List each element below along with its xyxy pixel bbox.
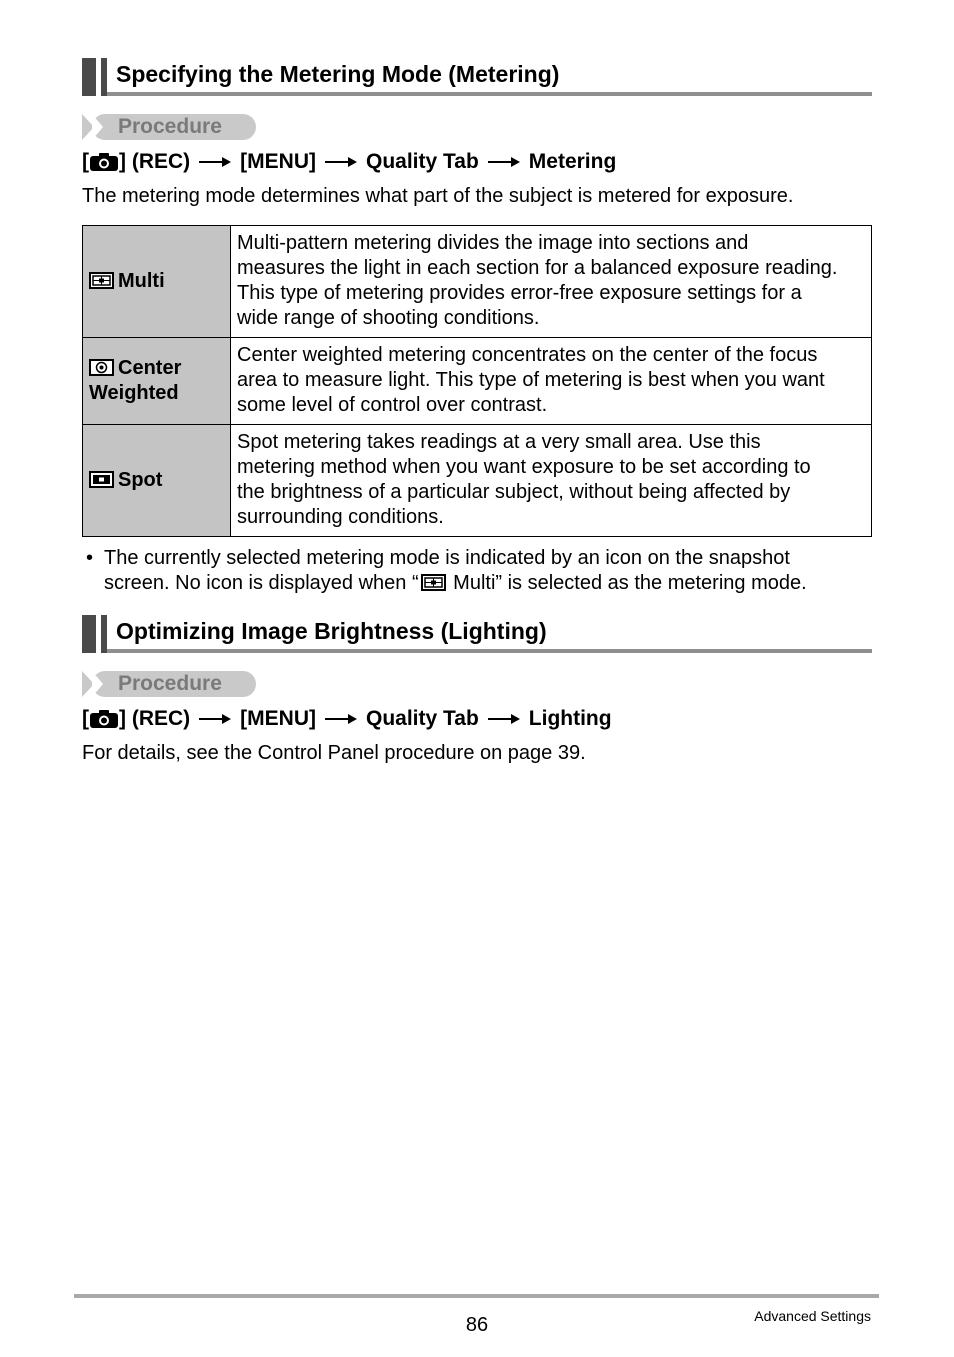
procedure-badge [82,114,256,140]
arrow-right-icon [487,712,521,726]
mode-name: Spot [118,469,163,491]
bracket-open: [ [82,150,89,173]
heading-bar [101,58,107,96]
menu-path-metering [82,149,616,175]
mode-name: Center [118,357,182,379]
menu-label: [MENU] [240,150,316,173]
bracket-open: [ [82,707,89,730]
heading-underline [107,649,872,653]
arrow-right-icon [198,155,232,169]
spot-metering-icon [89,471,114,488]
mode-description [231,338,872,425]
desc-line: Center weighted metering concentrates on the center of the focus [237,344,818,366]
desc-line: This type of metering provides error-free exposure settings for a [237,282,802,304]
mode-description [231,425,872,537]
arrow-right-icon [324,712,358,726]
mode-name-cell [83,338,231,425]
menu-label: [MENU] [240,707,316,730]
desc-line: some level of control over contrast. [237,394,548,416]
note-text: screen. No icon is displayed when “ [104,572,419,594]
mode-name-cell [83,226,231,338]
section-title: Specifying the Metering Mode (Metering) [116,61,560,87]
multi-metering-icon [421,574,446,591]
table-row [83,338,872,425]
page-number: 86 [465,1314,489,1336]
arrow-right-icon [198,712,232,726]
heading-underline [107,92,872,96]
table-row [83,425,872,537]
menu-path-lighting [82,706,612,732]
footer-section-label: Advanced Settings [754,1308,871,1324]
note-line: The currently selected metering mode is indicated by an icon on the snapshot [104,547,790,569]
procedure-badge [82,671,256,697]
table-row [83,226,872,338]
heading-bar [101,615,107,653]
footer-divider [74,1294,879,1298]
section-heading-lighting [82,615,872,653]
section-title: Optimizing Image Brightness (Lighting) [116,618,547,644]
camera-icon [89,709,119,729]
desc-line: Multi-pattern metering divides the image into sections and [237,232,749,254]
tab-label: Quality Tab [365,707,479,730]
heading-bar [82,615,96,653]
desc-line: metering method when you want exposure to be set according to [237,456,811,478]
heading-bar [82,58,96,96]
item-label: Lighting [528,707,612,730]
desc-line: Spot metering takes readings at a very small area. Use this [237,431,761,453]
desc-line: area to measure light. This type of metering is best when you want [237,369,825,391]
multi-metering-icon [89,272,114,289]
camera-icon [89,152,119,172]
desc-line: surrounding conditions. [237,506,444,528]
rec-label: ] (REC) [119,150,191,173]
item-label: Metering [528,150,617,173]
procedure-label: Procedure [118,115,222,138]
section-heading-metering [82,58,872,96]
center-weighted-metering-icon [89,359,114,376]
desc-line: measures the light in each section for a balanced exposure reading. [237,257,838,279]
note-line [104,571,807,596]
desc-line: the brightness of a particular subject, without being affected by [237,481,791,503]
lighting-details: For details, see the Control Panel procedure on page 39. [82,742,586,764]
metering-intro: The metering mode determines what part of the subject is metered for exposure. [82,185,794,207]
arrow-right-icon [487,155,521,169]
bullet: • [86,547,94,569]
mode-name: Multi [118,270,165,292]
desc-line: wide range of shooting conditions. [237,307,540,329]
note-text: Multi” is selected as the metering mode. [447,572,807,594]
procedure-label: Procedure [118,672,222,695]
mode-name-cell [83,425,231,537]
mode-name: Weighted [89,382,179,404]
metering-modes-table [82,225,872,537]
arrow-right-icon [324,155,358,169]
tab-label: Quality Tab [365,150,479,173]
rec-label: ] (REC) [119,707,191,730]
mode-description [231,226,872,338]
